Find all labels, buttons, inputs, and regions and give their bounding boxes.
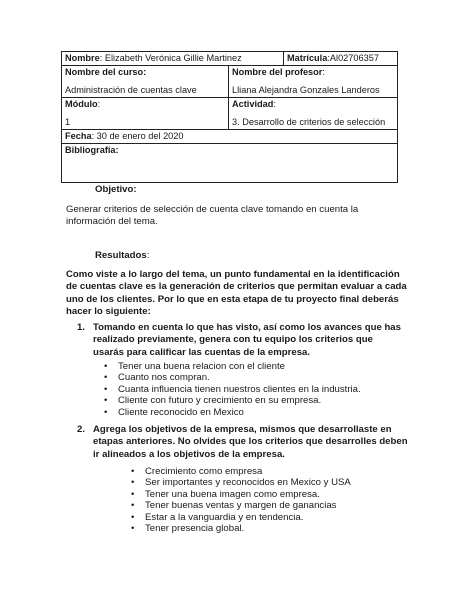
curso-label: Nombre del curso: <box>65 67 147 77</box>
list-item: • Cliente con futuro y crecimiento en su empresa. <box>104 395 322 407</box>
student-info-table <box>61 51 398 183</box>
bullet-icon: • <box>131 523 135 535</box>
nombre-cell <box>62 52 284 66</box>
fecha-label: Fecha <box>65 131 92 141</box>
list-item: • Tener buenas ventas y margen de ganancias <box>131 500 337 512</box>
objectives-list <box>131 466 401 534</box>
objetivo-heading: Objetivo: <box>95 184 137 195</box>
fecha-cell <box>62 130 398 144</box>
list-item: • Tener una buena imagen como empresa. <box>131 488 320 500</box>
curso-value: Administración de cuentas clave <box>65 85 197 95</box>
bullet-icon: • <box>131 488 135 500</box>
fecha-value: : 30 de enero del 2020 <box>91 131 184 141</box>
list-item: • Cuanta influencia tienen nuestros clientes en la industria. <box>104 383 361 395</box>
step-2-text: Agrega los objetivos de la empresa, mismos que desarrollaste en etapas anteriores. No olvides que los criterios que desarrolles deben ir alineados a los objetivos de la empresa. <box>93 424 408 460</box>
bibliografia-label: Bibliografía: <box>65 145 119 155</box>
bullet-icon: • <box>104 383 108 395</box>
step-1-number: 1. <box>77 322 86 333</box>
modulo-colon: : <box>97 99 101 109</box>
list-item: • Tener una buena relacion con el cliente <box>104 361 285 372</box>
actividad-label: Actividad <box>232 99 274 109</box>
actividad-value: 3. Desarrollo de criterios de selección <box>232 117 386 127</box>
modulo-value: 1 <box>65 117 71 127</box>
modulo-label: Módulo <box>65 99 98 109</box>
list-item: • Cliente reconocido en Mexico <box>104 406 244 418</box>
bullet-icon: • <box>131 466 135 477</box>
bullet-icon: • <box>131 477 135 489</box>
bullet-icon: • <box>131 500 135 512</box>
step-1-text: Tomando en cuenta lo que has visto, así como los avances que has realizado previamente, genera con tu equipo los criterios que usarás para calificar las cuentas de la empresa. <box>93 322 401 358</box>
profesor-label: Nombre del profesor <box>232 67 323 77</box>
matricula-value: :Al02706357 <box>327 53 379 63</box>
objetivo-text: Generar criterios de selección de cuenta clave tomando en cuenta la información del tema. <box>66 204 359 228</box>
profesor-colon: : <box>322 67 325 77</box>
criteria-list <box>104 361 404 418</box>
list-item: • Tener presencia global. <box>131 523 245 535</box>
modulo-cell <box>62 98 229 130</box>
nombre-label: Nombre <box>65 53 100 63</box>
list-item: • Estar a la vanguardia y en tendencia. <box>131 511 304 523</box>
bibliografia-cell <box>62 144 398 183</box>
bullet-icon: • <box>104 395 108 407</box>
resultados-intro: Como viste a lo largo del tema, un punto fundamental en la identificación de cuentas clave es la generación de criterios que permitan evaluar a cada uno de los clientes. Por lo que en esta etapa de tu proyecto final deberás hacer lo siguiente: <box>66 269 407 318</box>
step-2 <box>77 424 408 461</box>
step-1 <box>77 322 401 359</box>
resultados-colon: : <box>146 250 150 261</box>
list-item: • Ser importantes y reconocidos en Mexico y USA <box>131 477 351 489</box>
bullet-icon: • <box>131 511 135 523</box>
actividad-cell <box>229 98 398 130</box>
matricula-cell <box>284 52 398 66</box>
profesor-cell <box>229 66 398 98</box>
actividad-colon: : <box>273 99 276 109</box>
matricula-label: Matrícula <box>287 53 328 63</box>
curso-cell <box>62 66 229 98</box>
profesor-value: Lliana Alejandra Gonzales Landeros <box>232 85 380 95</box>
bullet-icon: • <box>104 372 108 384</box>
nombre-value: : Elizabeth Verónica Gillie Martinez <box>99 53 242 63</box>
bullet-icon: • <box>104 361 108 372</box>
list-item: • Crecimiento como empresa <box>131 466 263 477</box>
resultados-heading <box>95 250 149 261</box>
bullet-icon: • <box>104 406 108 418</box>
step-2-number: 2. <box>77 424 86 435</box>
list-item: • Cuanto nos compran. <box>104 372 210 384</box>
resultados-label: Resultados <box>95 250 147 261</box>
